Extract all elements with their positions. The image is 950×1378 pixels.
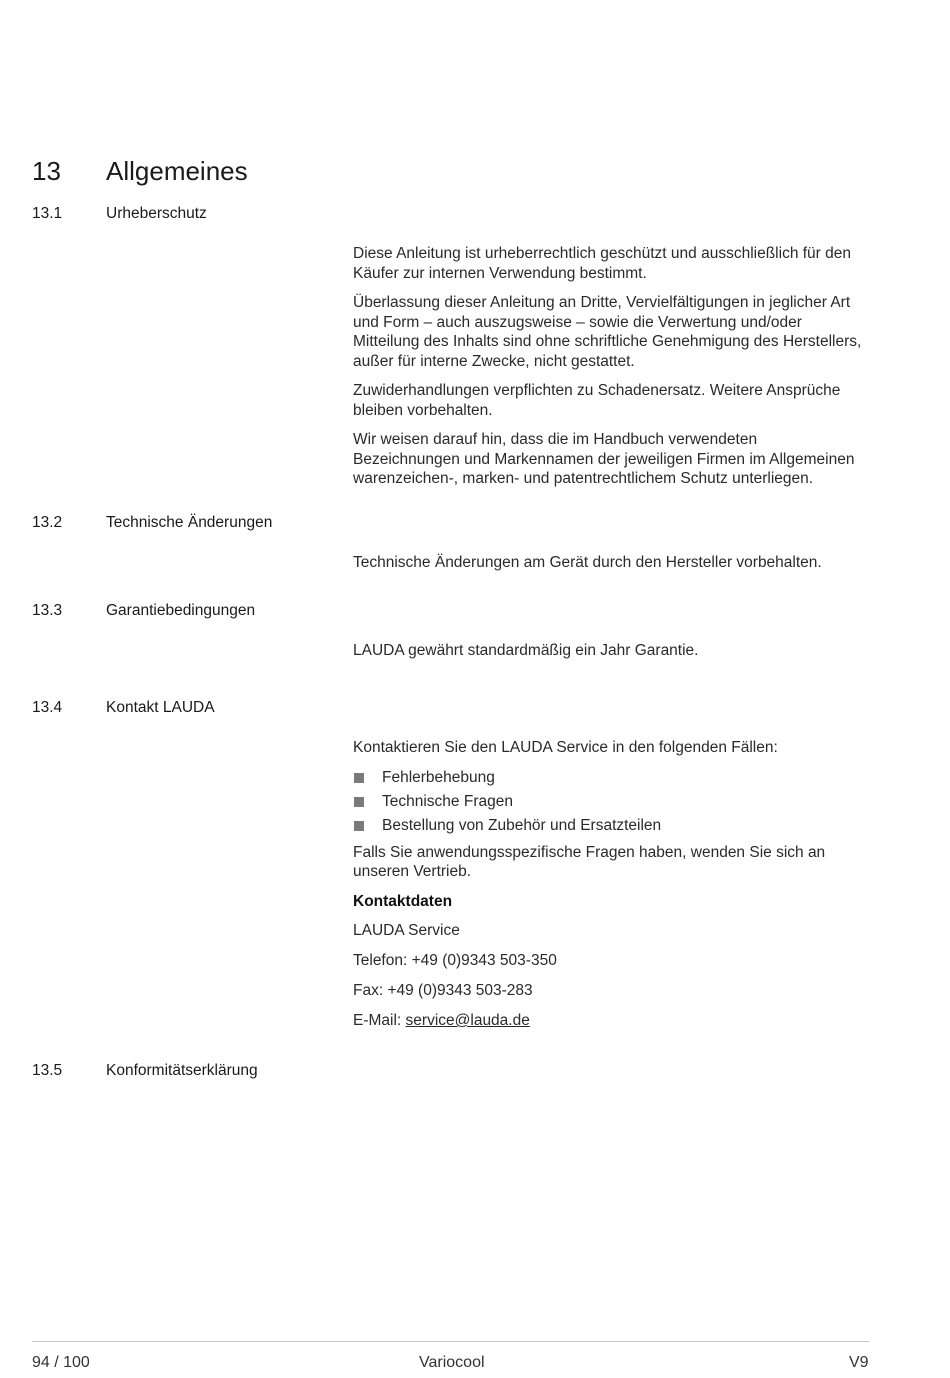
fax-number: Fax: +49 (0)9343 503-283 bbox=[353, 982, 533, 999]
paragraph: Falls Sie anwendungsspezifische Fragen haben, wenden Sie sich an unseren Vertrieb. bbox=[353, 843, 826, 880]
contact-heading: Kontaktdaten bbox=[353, 892, 453, 910]
square-bullet-icon bbox=[354, 773, 364, 783]
list-item bbox=[353, 768, 868, 787]
list-item-text: Bestellung von Zubehör und Ersatzteilen bbox=[382, 816, 662, 834]
phone-number: Telefon: +49 (0)9343 503-350 bbox=[353, 952, 557, 969]
paragraph: Diese Anleitung ist urheberrechtlich geschützt und ausschließlich für den Käufer zur internen Verwendung bestimmt. bbox=[353, 245, 851, 282]
paragraph: Zuwiderhandlungen verpflichten zu Schadenersatz. Weitere Ansprüche bleiben vorbehalten. bbox=[353, 382, 841, 419]
email-link[interactable]: service@lauda.de bbox=[405, 1012, 530, 1029]
service-name: LAUDA Service bbox=[353, 922, 460, 939]
chapter-number: 13 bbox=[32, 156, 61, 186]
section-title-technische-aenderungen: Technische Änderungen bbox=[106, 514, 273, 531]
email-line bbox=[353, 1011, 868, 1031]
paragraph: LAUDA gewährt standardmäßig ein Jahr Garantie. bbox=[353, 642, 699, 659]
paragraph: Kontaktieren Sie den LAUDA Service in den folgenden Fällen: bbox=[353, 739, 778, 756]
section-title-garantiebedingungen: Garantiebedingungen bbox=[106, 602, 256, 619]
product-name: Variocool bbox=[419, 1354, 485, 1371]
square-bullet-icon bbox=[354, 821, 364, 831]
section-body-urheberschutz bbox=[353, 244, 868, 499]
page-number: 94 / 100 bbox=[32, 1354, 90, 1371]
section-number-13-1: 13.1 bbox=[32, 205, 63, 222]
chapter-title: Allgemeines bbox=[106, 156, 248, 186]
document-version: V9 bbox=[849, 1354, 869, 1371]
list-item bbox=[353, 816, 868, 835]
list-item-text: Technische Fragen bbox=[382, 792, 513, 810]
section-body-kontakt-lauda bbox=[353, 738, 868, 1041]
section-body-garantiebedingungen bbox=[353, 641, 868, 671]
section-title-kontakt-lauda: Kontakt LAUDA bbox=[106, 699, 215, 716]
square-bullet-icon bbox=[354, 797, 364, 807]
section-number-13-3: 13.3 bbox=[32, 602, 63, 619]
email-label: E-Mail: bbox=[353, 1012, 406, 1029]
paragraph: Technische Änderungen am Gerät durch den Hersteller vorbehalten. bbox=[353, 554, 822, 571]
section-title-konformitaetserklaerung: Konformitätserklärung bbox=[106, 1062, 258, 1079]
paragraph: Wir weisen darauf hin, dass die im Handbuch verwendeten Bezeichnungen und Markennamen der jeweiligen Firmen im Allgemeinen warenzeichen-, marken- und patentrechtlichem Schutz unterliegen. bbox=[353, 431, 855, 487]
section-number-13-4: 13.4 bbox=[32, 699, 63, 716]
section-number-13-5: 13.5 bbox=[32, 1062, 63, 1079]
section-title-urheberschutz: Urheberschutz bbox=[106, 205, 207, 222]
section-body-technische-aenderungen bbox=[353, 553, 868, 583]
section-number-13-2: 13.2 bbox=[32, 514, 63, 531]
list-item-text: Fehlerbehebung bbox=[382, 768, 495, 786]
footer-divider bbox=[32, 1341, 869, 1342]
paragraph: Überlassung dieser Anleitung an Dritte, Vervielfältigungen in jeglicher Art und Form – auch auszugsweise – sowie die Verwertung und/oder Mitteilung des Inhalts sind ohne schriftliche Genehmigung des Herstellers, außer für interne Zwecke, nicht gestattet. bbox=[353, 294, 862, 370]
case-list bbox=[353, 768, 868, 835]
list-item bbox=[353, 792, 868, 811]
